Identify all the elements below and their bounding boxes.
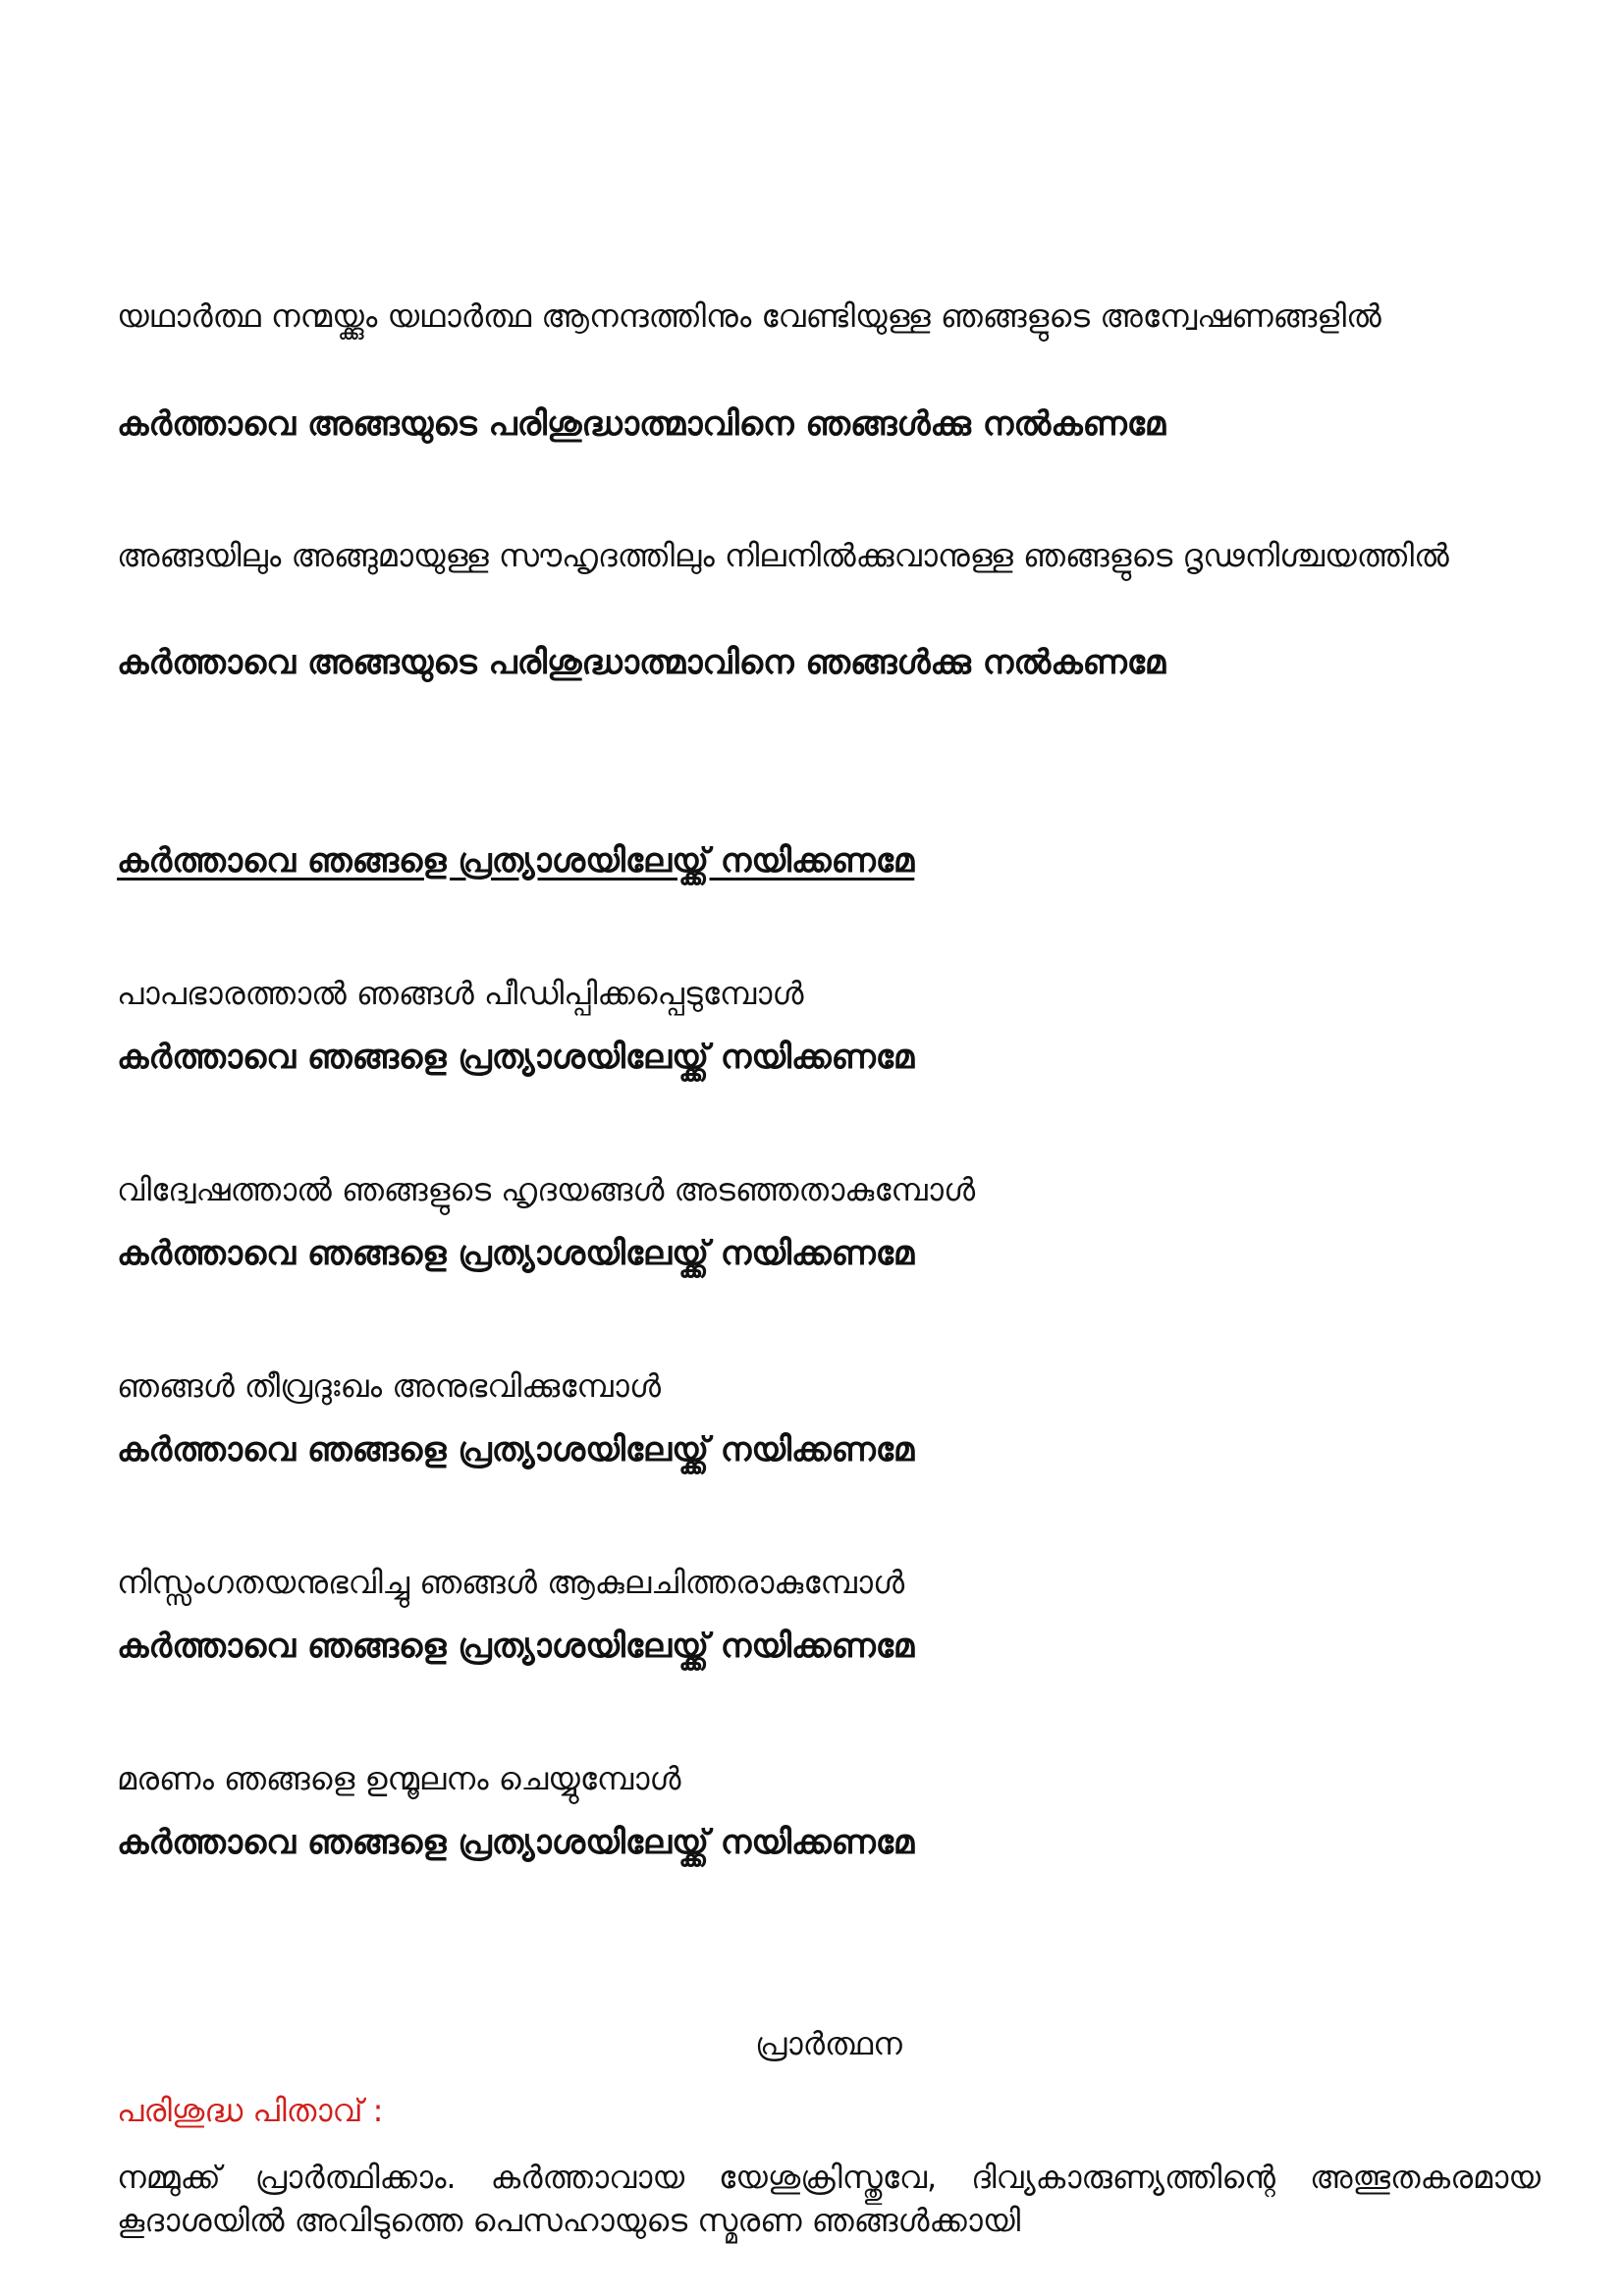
versicle-2: വിദ്വേഷത്താൽ ഞങ്ങളുടെ ഹൃദയങ്ങൾ അടഞ്ഞതാകുമ്പോൾ bbox=[117, 1171, 976, 1208]
response-hope-3: കർത്താവെ ഞങ്ങളെ പ്രത്യാശയിലേയ്ക്ക് നയിക്കണമേ bbox=[117, 1430, 915, 1469]
intercession-paragraph-1: യഥാർത്ഥ നന്മയ്ക്കും യഥാർത്ഥ ആനന്ദത്തിനും വേണ്ടിയുള്ള ഞങ്ങളുടെ അന്വേഷണങ്ങളിൽ bbox=[117, 297, 1381, 335]
prayer-title: പ്രാർത്ഥന bbox=[755, 2025, 902, 2062]
response-hope-5: കർത്താവെ ഞങ്ങളെ പ്രത്യാശയിലേയ്ക്ക് നയിക്കണമേ bbox=[117, 1823, 915, 1862]
section-heading: കർത്താവെ ഞങ്ങളെ പ്രത്യാശയിലേയ്ക്ക് നയിക്കണമേ bbox=[117, 841, 915, 881]
versicle-3: ഞങ്ങൾ തീവ്രദുഃഖം അനുഭവിക്കുമ്പോൾ bbox=[117, 1367, 661, 1405]
response-hope-1: കർത്താവെ ഞങ്ങളെ പ്രത്യാശയിലേയ്ക്ക് നയിക്കണമേ bbox=[117, 1038, 915, 1077]
response-spirit-1: കർത്താവെ അങ്ങയുടെ പരിശുദ്ധാത്മാവിനെ ഞങ്ങൾക്കു നൽകണമേ bbox=[117, 404, 1166, 444]
response-spirit-2: കർത്താവെ അങ്ങയുടെ പരിശുദ്ധാത്മാവിനെ ഞങ്ങൾക്കു നൽകണമേ bbox=[117, 643, 1166, 682]
versicle-1: പാപഭാരത്താൽ ഞങ്ങൾ പീഡിപ്പിക്കപ്പെടുമ്പോൾ bbox=[117, 975, 804, 1012]
intercession-paragraph-2: അങ്ങയിലും അങ്ങുമായുള്ള സൗഹൃദത്തിലും നിലനിൽക്കുവാനുള്ള ഞങ്ങളുടെ ദൃഢനിശ്ചയത്തിൽ bbox=[117, 537, 1449, 574]
prayer-paragraph: നമ്മുക്ക് പ്രാർത്ഥിക്കാം. കർത്താവായ യേശുക്രിസ്തുവേ, ദിവ്യകാരുണ്യത്തിന്റെ അത്ഭുതകരമായ കൂദാശയിൽ അവിടുത്തെ പെസഹായുടെ സ്മരണ ഞങ്ങൾക്കായി bbox=[117, 2159, 1541, 2239]
response-hope-4: കർത്താവെ ഞങ്ങളെ പ്രത്യാശയിലേയ്ക്ക് നയിക്കണമേ bbox=[117, 1627, 915, 1666]
versicle-4: നിസ്സംഗതയനുഭവിച്ചു ഞങ്ങൾ ആകുലചിത്തരാകുമ്പോൾ bbox=[117, 1564, 905, 1601]
speaker-label: പരിശുദ്ധ പിതാവ് : bbox=[117, 2092, 384, 2129]
response-hope-2: കർത്താവെ ഞങ്ങളെ പ്രത്യാശയിലേയ്ക്ക് നയിക്കണമേ bbox=[117, 1234, 915, 1273]
versicle-5: മരണം ഞങ്ങളെ ഉന്മൂലനം ചെയ്യുമ്പോൾ bbox=[117, 1760, 681, 1797]
